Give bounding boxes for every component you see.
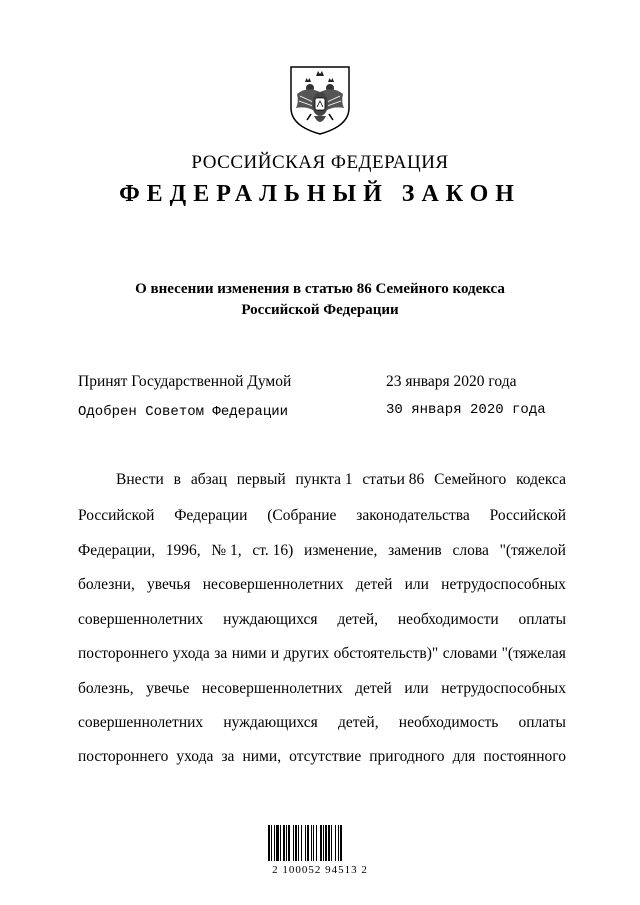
- barcode-number: 2 100052 94513 2: [272, 864, 368, 876]
- subject-line-1: О внесении изменения в статью 86 Семейного кодекса: [135, 281, 505, 297]
- body-line: Федерации, 1996, № 1, ст. 16) изменение, заменив слова "(тяжелой: [78, 542, 566, 559]
- body-line: постороннего ухода за ними и других обстоятельств)" словами "(тяжелая: [78, 645, 566, 662]
- council-approval-label: Одобрен Советом Федерации: [78, 404, 289, 420]
- body-line: болезни, увечья несовершеннолетних детей или нетрудоспособных: [78, 576, 566, 593]
- council-approval-date: 30 января 2020 года: [386, 402, 546, 418]
- duma-adoption-date: 23 января 2020 года: [386, 373, 517, 390]
- document-type-title: ФЕДЕРАЛЬНЫЙ ЗАКОН: [119, 181, 521, 207]
- body-line: совершеннолетних нуждающихся детей, необходимости оплаты: [78, 611, 566, 628]
- duma-adoption-label: Принят Государственной Думой: [78, 373, 292, 390]
- body-line: Российской Федерации (Собрание законодательства Российской: [78, 507, 566, 524]
- law-subject-title: [0, 279, 640, 321]
- body-line: Внести в абзац первый пункта 1 статьи 86 Семейного кодекса: [116, 471, 566, 488]
- body-line: болезнь, увечье несовершеннолетних детей или нетрудоспособных: [78, 680, 566, 697]
- body-line: постороннего ухода за ними, отсутствие пригодного для постоянного: [78, 748, 566, 765]
- coat-of-arms-icon: [287, 64, 353, 136]
- body-line: совершеннолетних нуждающихся детей, необходимость оплаты: [78, 714, 566, 731]
- country-name: РОССИЙСКАЯ ФЕДЕРАЦИЯ: [191, 152, 449, 173]
- subject-line-2: Российской Федерации: [241, 302, 399, 318]
